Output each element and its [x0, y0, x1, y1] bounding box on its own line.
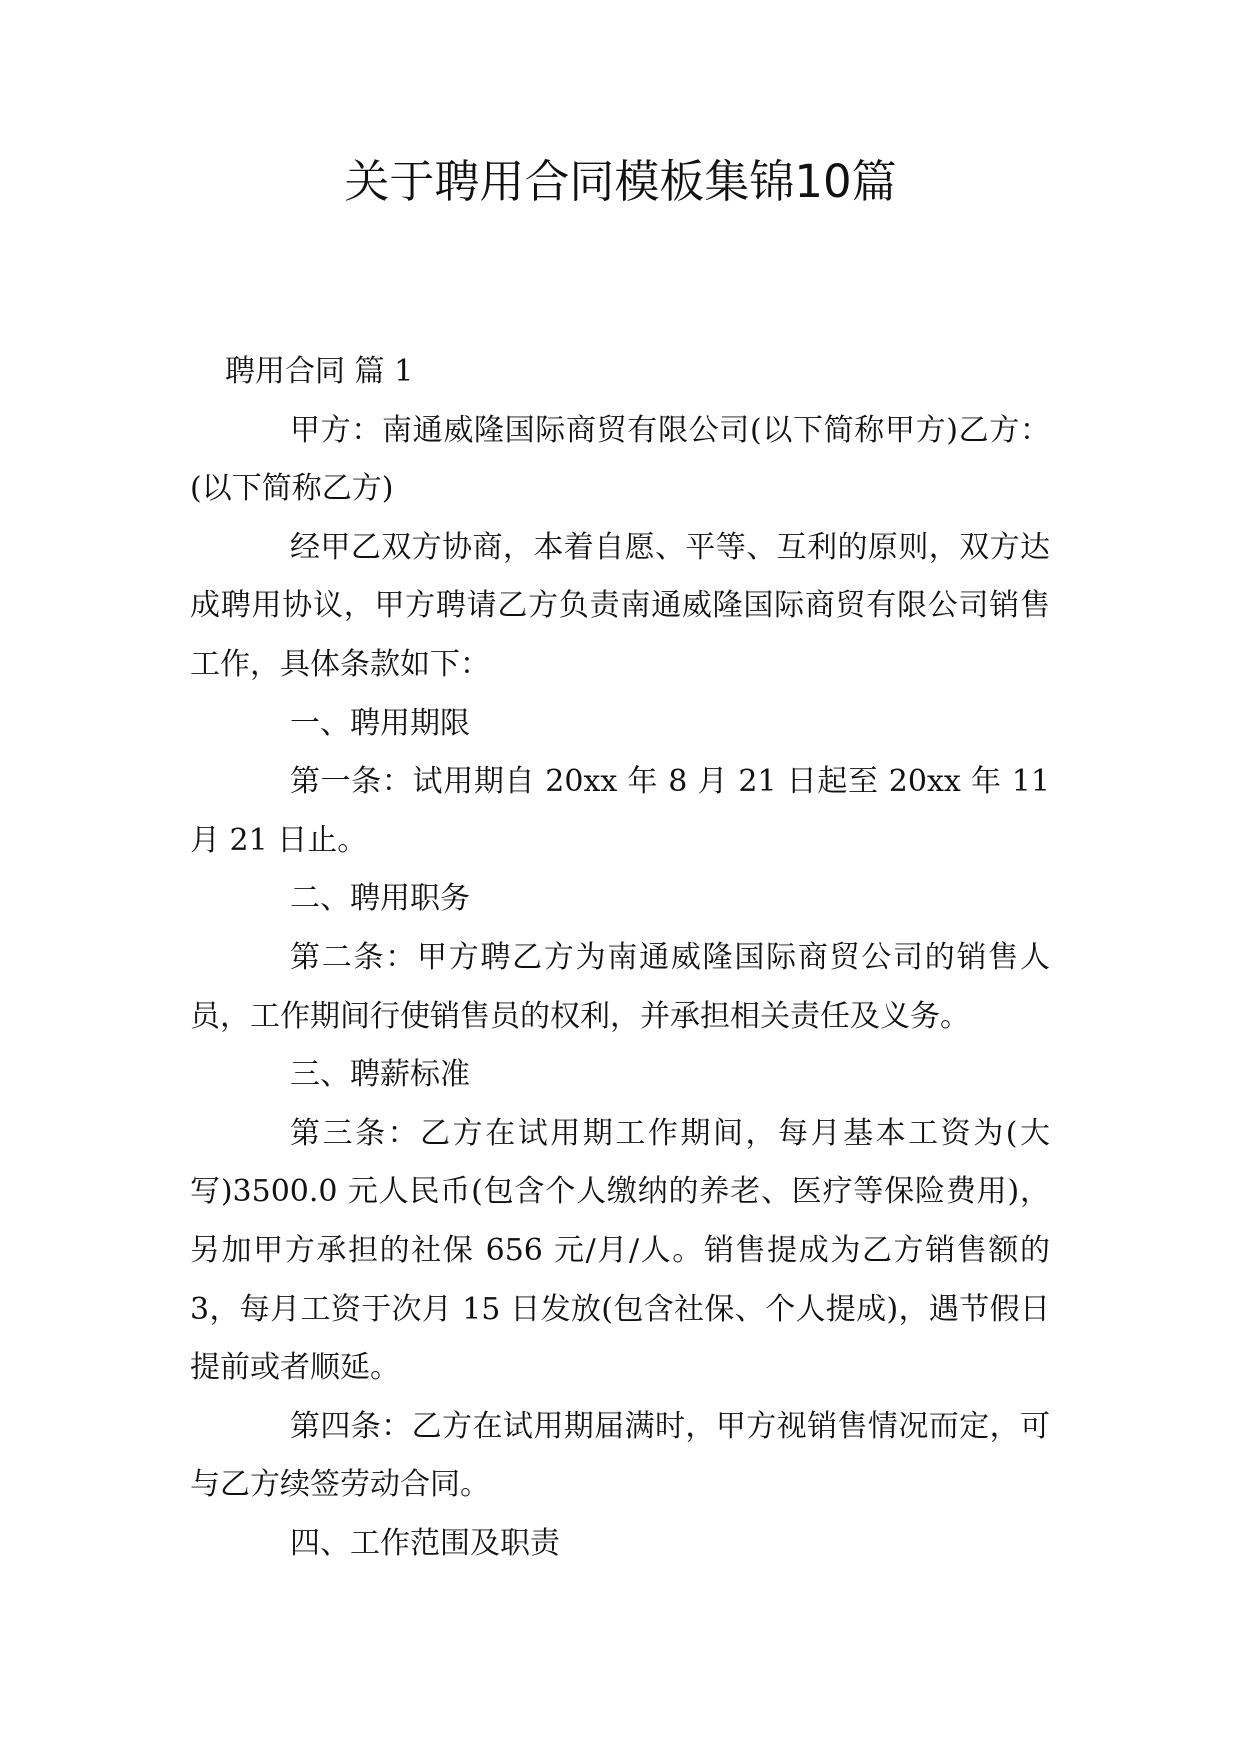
- intro-paragraph: 经甲乙双方协商，本着自愿、平等、互利的原则，双方达成聘用协议，甲方聘请乙方负责南通威隆国际商贸有限公司销售工作，具体条款如下：: [190, 529, 1050, 682]
- clause-3-paragraph: 第三条：乙方在试用期工作期间，每月基本工资为(大写)3500.0 元人民币(包含个人缴纳的养老、医疗等保险费用)，另加甲方承担的社保 656 元/月/人。销售提成为乙方销售额的 3，每月工资于次月 15 日发放(包含社保、个人提成)，遇节假日提前或者顺延。: [190, 1115, 1050, 1386]
- clause-2-paragraph: 第二条：甲方聘乙方为南通威隆国际商贸公司的销售人员，工作期间行使销售员的权利，并承担相关责任及义务。: [190, 939, 1050, 1034]
- party-paragraph: 甲方：南通威隆国际商贸有限公司(以下简称甲方)乙方：(以下简称乙方): [190, 412, 1050, 507]
- clause-heading-term: 一、聘用期限: [290, 705, 470, 741]
- clause-heading-scope: 四、工作范围及职责: [290, 1525, 560, 1561]
- clause-heading-position: 二、聘用职务: [290, 881, 470, 917]
- document-title: 关于聘用合同模板集锦10篇: [344, 155, 897, 208]
- clause-4-paragraph: 第四条：乙方在试用期届满时，甲方视销售情况而定，可与乙方续签劳动合同。: [190, 1408, 1050, 1503]
- clause-heading-salary: 三、聘薪标准: [290, 1057, 470, 1093]
- clause-1-paragraph: 第一条：试用期自 20xx 年 8 月 21 日起至 20xx 年 11 月 21 日止。: [190, 764, 1050, 858]
- document-body: [190, 343, 1050, 1573]
- section-label: 聘用合同 篇 1: [225, 354, 414, 389]
